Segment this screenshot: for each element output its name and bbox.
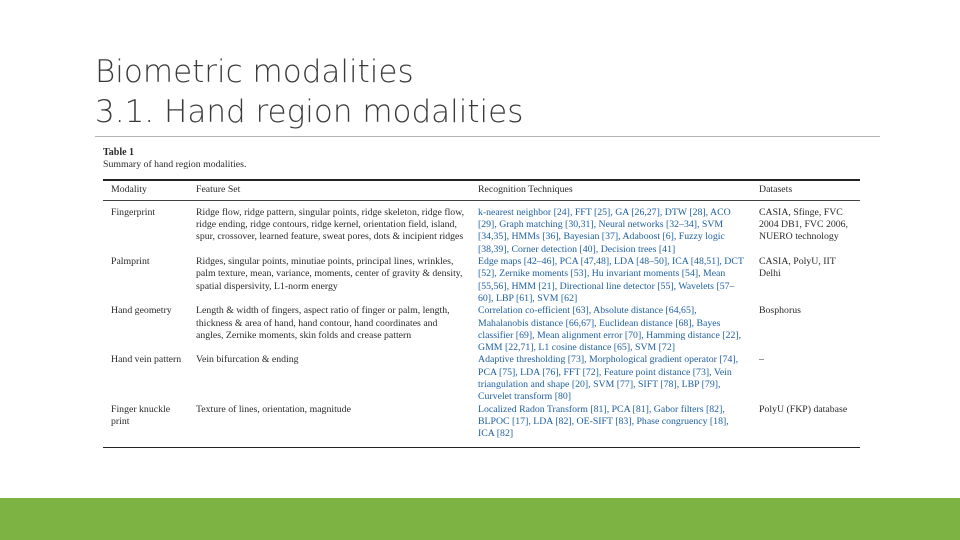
slide-title-line1: Biometric modalities <box>95 54 414 90</box>
cell-modality: Hand geometry <box>111 305 172 317</box>
header-datasets: Datasets <box>759 183 793 195</box>
cell-modality: Fingerprint <box>111 206 156 218</box>
table-figure <box>103 147 860 448</box>
cell-datasets: CASIA, PolyU, IIT Delhi <box>759 256 836 280</box>
modalities-table-body <box>103 201 860 447</box>
table-row <box>103 305 860 354</box>
cell-techniques: Localized Radon Transform [81], PCA [81], Gabor filters [82], BLPOC [17], LDA [82], OE-SIFT [83], Phase congruency [18], ICA [82] <box>478 403 729 440</box>
cell-techniques: Correlation co-efficient [63], Absolute distance [64,65], Mahalanobis distance [66,67], Euclidean distance [68], Bayes classifier [69], Mean alignment error [70], Hamming distance [22], GMM [22,71], L1 cosine distance [65], SVM [72] <box>478 305 742 354</box>
modalities-table <box>103 181 860 200</box>
header-feature-set: Feature Set <box>196 183 241 195</box>
table-row <box>103 354 860 403</box>
table-row <box>103 256 860 305</box>
cell-features: Length & width of fingers, aspect ratio of finger or palm, length, thickness & area of hand, hand contour, hand coordinates and angles, Zernike moments, skin folds and crease pattern <box>196 305 450 341</box>
table-label: Table 1 <box>103 147 135 158</box>
cell-techniques: Adaptive thresholding [73], Morphological gradient operator [74], PCA [75], LDA [76], FFT [72], Feature point distance [73], Vein triangulation and shape [20], SVM [77], SIFT [78], LBP [79], Curvelet transform [80] <box>478 354 739 403</box>
slide-title <box>95 52 523 132</box>
cell-modality: Palmprint <box>111 256 150 268</box>
cell-datasets: Bosphorus <box>759 305 801 317</box>
table-caption: Summary of hand region modalities. <box>103 159 247 170</box>
header-recognition-techniques: Recognition Techniques <box>478 183 573 195</box>
table-row <box>103 207 860 256</box>
cell-datasets: – <box>759 354 764 366</box>
cell-techniques: Edge maps [42–46], PCA [47,48], LDA [48–50], ICA [48,51], DCT [52], Zernike moments [53], Hu invariant moments [54], Mean [55,56], HMM [21], Directional line detector [55], Wavelets [57–60], LBP [61], SVM [62] <box>478 256 744 304</box>
cell-features: Vein bifurcation & ending <box>196 354 299 366</box>
cell-datasets: CASIA, Sfinge, FVC 2004 DB1, FVC 2006, NUERO technology <box>759 206 848 243</box>
header-modality: Modality <box>111 183 147 195</box>
cell-techniques: k-nearest neighbor [24], FFT [25], GA [26,27], DTW [28], ACO [29], Graph matching [30,31], Neural networks [32–34], SVM [34,35], HMMs [36], Bayesian [37], Adaboost [6], Fuzzy logic [38,39], Corner detection [40], Decision trees [41] <box>478 206 731 255</box>
title-divider <box>95 136 880 137</box>
slide-title-line2: 3.1. Hand region modalities <box>95 94 524 130</box>
table-bottom-rule <box>103 447 860 449</box>
cell-features: Ridge flow, ridge pattern, singular points, ridge skeleton, ridge flow, ridge ending, ridge contours, ridge kernel, orientation field, island, spur, crossover, learned feature, sweat pores, dots & incipient ridges <box>196 206 465 243</box>
table-row <box>103 404 860 441</box>
cell-modality: Finger knuckle print <box>111 403 171 427</box>
cell-features: Ridges, singular points, minutiae points, principal lines, wrinkles, palm texture, mean, variance, moments, center of gravity & density, spatial dispersivity, L1-norm energy <box>196 256 463 292</box>
table-header-row <box>103 181 860 200</box>
cell-datasets: PolyU (FKP) database <box>759 403 848 415</box>
footer-accent-bar <box>0 498 960 540</box>
cell-features: Texture of lines, orientation, magnitude <box>196 403 351 415</box>
cell-modality: Hand vein pattern <box>111 354 182 366</box>
